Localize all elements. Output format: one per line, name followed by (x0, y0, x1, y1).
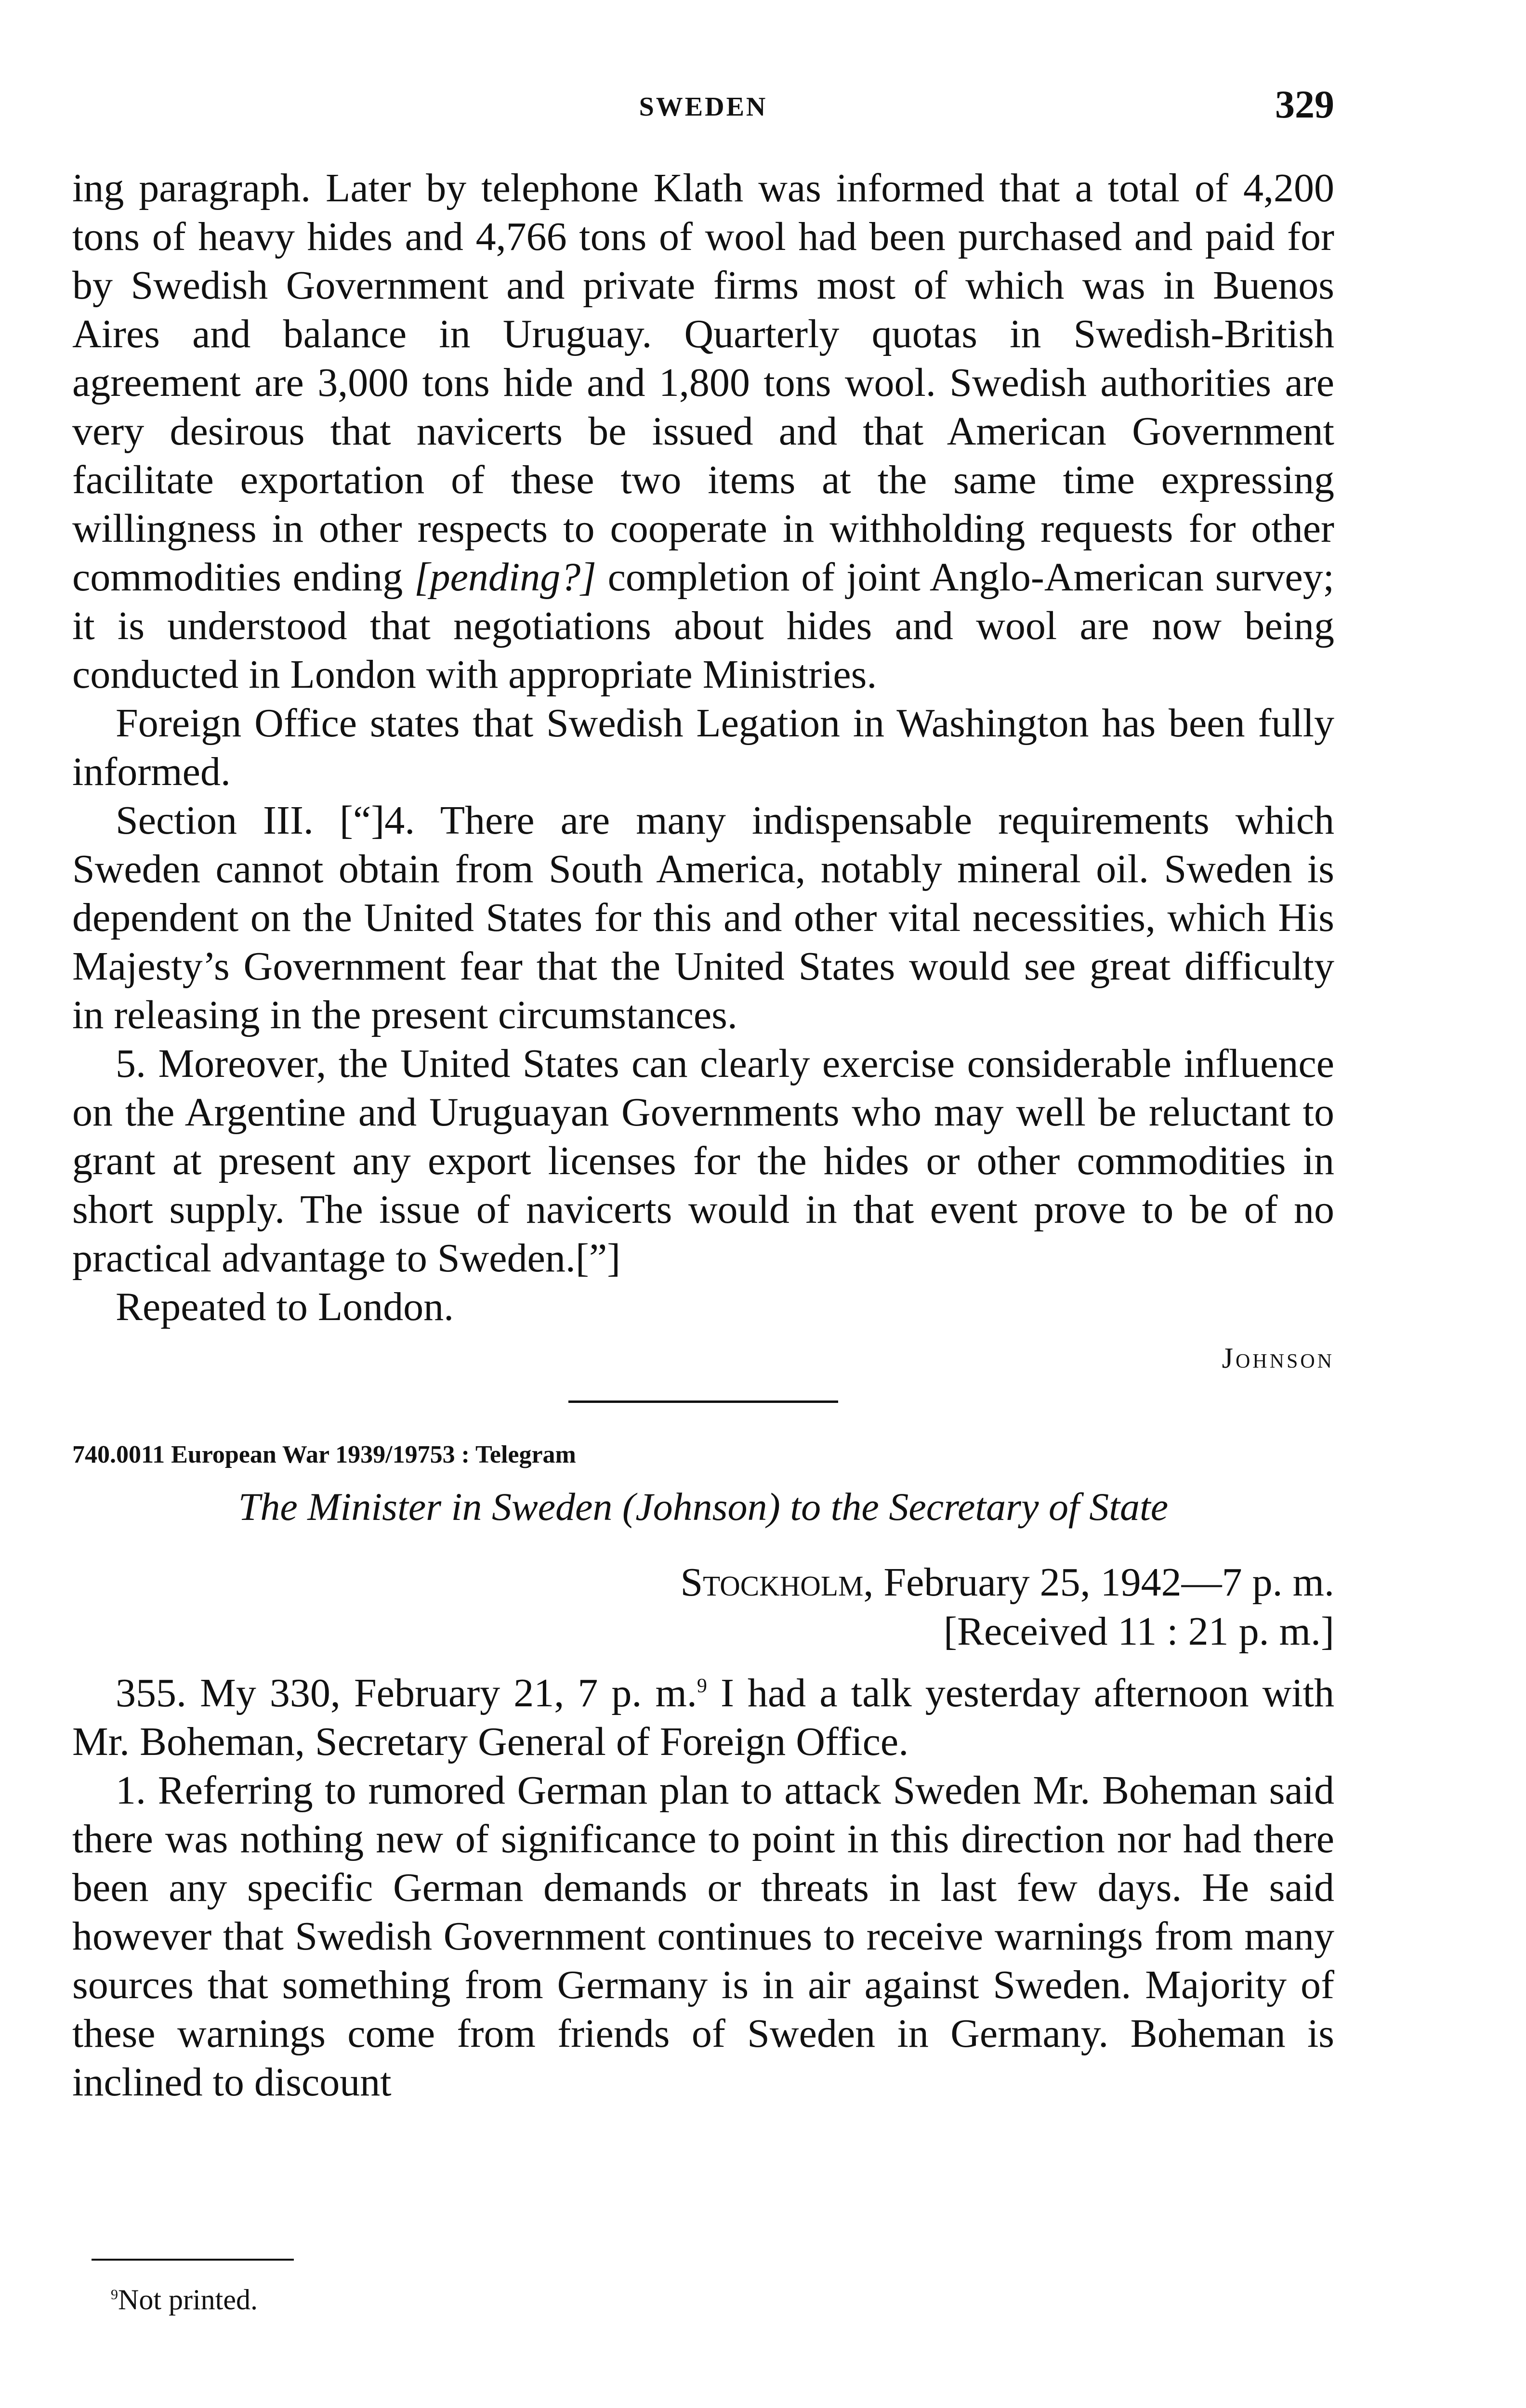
spacer (72, 1656, 1334, 1669)
footnote-text: Not printed. (118, 2284, 258, 2316)
running-head (72, 82, 1334, 135)
footnote (111, 2280, 258, 2319)
paragraph-continued-end: completion of joint Anglo-American survey; it is understood that negotiations about hides and wool are now being conducted in London with appropriate Ministries. (72, 555, 1335, 697)
paragraph-foreign-office: Foreign Office states that Swedish Legation in Washington has been fully informed. (72, 701, 1334, 794)
paragraph-355-rest: I had a talk yesterday afternoon with Mr. Boheman, Secretary General of Foreign Office. (72, 1671, 1334, 1764)
paragraph-355-start: 355. My 330, February 21, 7 p. m. (116, 1671, 697, 1715)
footnote-marker: 9 (111, 2287, 118, 2303)
dateline-date: , February 25, 1942—7 p. m. (863, 1560, 1334, 1605)
document-title: The Minister in Sweden (Johnson) to the Secretary of State (238, 1485, 1169, 1529)
paragraph-continued (72, 164, 1334, 699)
paragraph-355 (72, 1669, 1334, 1766)
dateline-place: Stockholm (680, 1560, 864, 1605)
running-title: SWEDEN (639, 92, 768, 122)
signature-johnson: Johnson (1222, 1342, 1334, 1374)
paragraph-1: 1. Referring to rumored German plan to attack Sweden Mr. Boheman said there was nothing new of significance to point in this direction nor had there been any specific German demands or threats in last few days. He said however that Swedish Government continues to receive warnings from many sources that something from Germany is in air against Sweden. Majority of these warnings come from friends of Sweden in Germany. Boheman is inclined to discount (72, 1768, 1334, 2105)
paragraph-5: 5. Moreover, the United States can clearly exercise considerable influence on the Argentine and Uruguayan Governments who may well be reluctant to grant at present any export licenses for the hides or other commodities in short supply. The issue of navicerts would in that event prove to be of no practical advantage to Sweden.[”] (72, 1041, 1334, 1281)
paragraph-section-3: Section III. [“]4. There are many indispensable requirements which Sweden cannot obtain from South America, notably mineral oil. Sweden is dependent on the United States for this and other vital necessities, which His Majesty’s Government fear that the United States would see great difficulty in releasing in the present circumstances. (72, 798, 1334, 1037)
footnote-reference: 9 (697, 1675, 707, 1697)
section-divider-rule (568, 1400, 838, 1403)
footnote-rule (92, 2259, 294, 2261)
bracket-insert-pending: [pending?] (414, 555, 596, 600)
paragraph-continued-text: ing paragraph. Later by telephone Klath was informed that a total of 4,200 tons of heavy hides and 4,766 tons of wool had been purchased and paid for by Swedish Government and private firms most of which was in Buenos Aires and balance in Uruguay. Quarterly quotas in Swedish-British agreement are 3,000 tons hide and 1,800 tons wool. Swedish authorities are very desirous that navicerts be issued and that American Government facilitate exportation of these two items at the same time expressing willingness in other respects to cooperate in withholding requests for other commodities ending (72, 166, 1334, 600)
page-number: 329 (1275, 82, 1334, 126)
dateline (72, 1558, 1334, 1607)
file-reference: 740.0011 European War 1939/19753 : Telegram (72, 1441, 576, 1468)
paragraph-repeated: Repeated to London. (116, 1284, 454, 1329)
page-body (72, 164, 1334, 2107)
received-time: [Received 11 : 21 p. m.] (943, 1609, 1334, 1654)
